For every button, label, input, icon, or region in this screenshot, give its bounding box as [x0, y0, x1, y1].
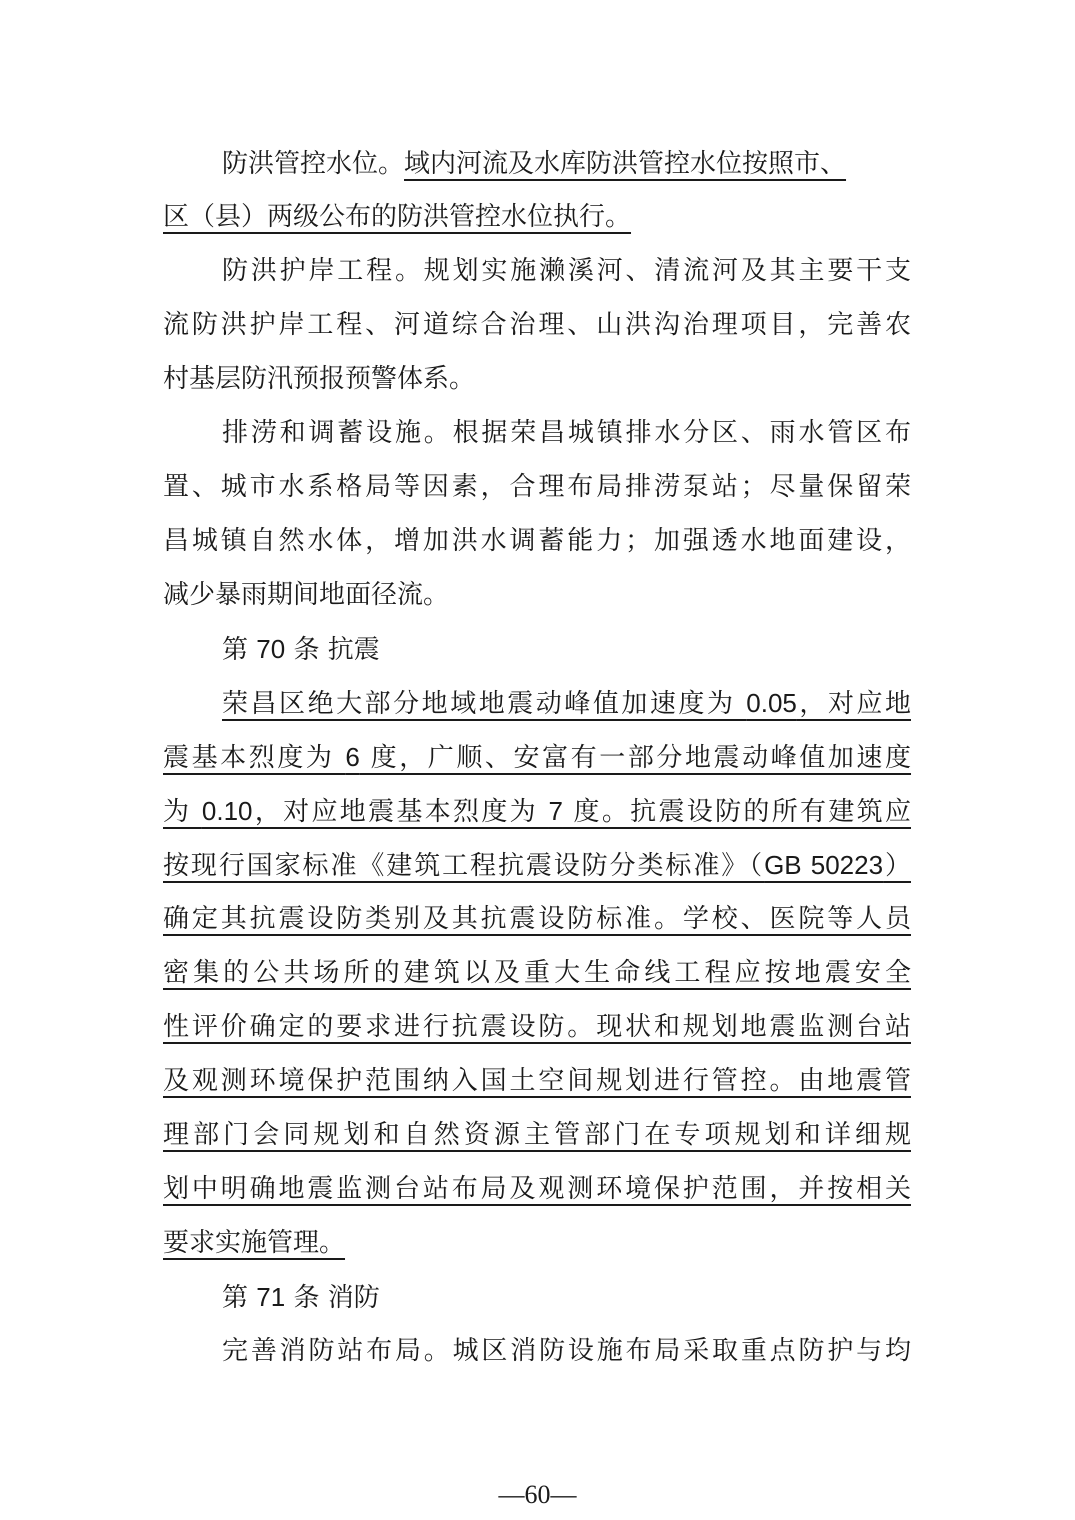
text-run: ，对应地	[796, 689, 911, 719]
number-run: 7	[548, 796, 563, 826]
para4-line7: 性评价确定的要求进行抗震设防。现状和规划地震监测台站	[163, 1012, 911, 1042]
article-71-heading	[222, 1277, 380, 1317]
text-run: 为	[163, 797, 202, 827]
number-run: 0.10	[201, 796, 253, 826]
article-70-number: 70	[256, 634, 286, 664]
para4-line8: 及观测环境保护范围纳入国土空间规划进行管控。由地震管	[163, 1066, 911, 1096]
para3-line4: 减少暴雨期间地面径流。	[163, 580, 450, 610]
para3-line3: 昌城镇自然水体，增加洪水调蓄能力；加强透水地面建设，	[163, 526, 911, 556]
page-number: —60—	[498, 1480, 577, 1509]
para4-line5: 确定其抗震设防类别及其抗震设防标准。学校、医院等人员	[163, 904, 911, 934]
number-run: 6	[345, 742, 360, 772]
para3-line2: 置、城市水系格局等因素，合理布局排涝泵站；尽量保留荣	[163, 472, 911, 502]
text-run: 度。抗震设防的所有建筑应	[562, 797, 911, 827]
article-70-prefix: 第	[222, 635, 257, 665]
article-71-prefix: 第	[222, 1283, 257, 1313]
para4-line4	[163, 845, 911, 885]
para4-line6: 密集的公共场所的建筑以及重大生命线工程应按地震安全	[163, 958, 911, 988]
para4-line9: 理部门会同规划和自然资源主管部门在专项规划和详细规	[163, 1120, 911, 1150]
text-run: 度，广顺、安富有一部分地震动峰值加速度	[359, 743, 912, 773]
standard-code: GB 50223	[764, 850, 884, 880]
text-run: ，对应地震基本烈度为	[252, 797, 549, 827]
para5-line1: 完善消防站布局。城区消防设施布局采取重点防护与均	[222, 1336, 911, 1366]
para2-line2: 流防洪护岸工程、河道综合治理、山洪沟治理项目，完善农	[163, 310, 911, 340]
para2-line3: 村基层防汛预报预警体系。	[163, 364, 476, 394]
text-run: 荣昌区绝大部分地域地震动峰值加速度为	[222, 689, 747, 719]
para1-lead: 防洪管控水位。	[222, 149, 405, 179]
para1-line1	[222, 144, 911, 184]
para2-line1: 防洪护岸工程。规划实施濑溪河、清流河及其主要干支	[222, 256, 911, 286]
article-71-title: 条 消防	[285, 1283, 380, 1313]
para4-line1	[222, 683, 911, 723]
article-70-heading	[222, 629, 380, 669]
para4-line2	[163, 737, 911, 777]
article-70-title: 条 抗震	[285, 635, 380, 665]
para4-line3	[163, 791, 911, 831]
number-run: 0.05	[746, 688, 797, 718]
text-run: 震基本烈度为	[163, 743, 346, 773]
para4-line10: 划中明确地震监测台站布局及观测环境保护范围，并按相关	[163, 1174, 911, 1204]
para1-line2: 区（县）两级公布的防洪管控水位执行。	[163, 202, 632, 232]
para4-line11: 要求实施管理。	[163, 1228, 346, 1258]
text-run: 按现行国家标准《建筑工程抗震设防分类标准》（	[163, 851, 765, 881]
para1-underlined: 域内河流及水库防洪管控水位按照市、	[404, 149, 847, 179]
para3-line1: 排涝和调蓄设施。根据荣昌城镇排水分区、雨水管区布	[222, 418, 911, 448]
text-run: ）	[883, 851, 911, 881]
article-71-number: 71	[256, 1282, 286, 1312]
